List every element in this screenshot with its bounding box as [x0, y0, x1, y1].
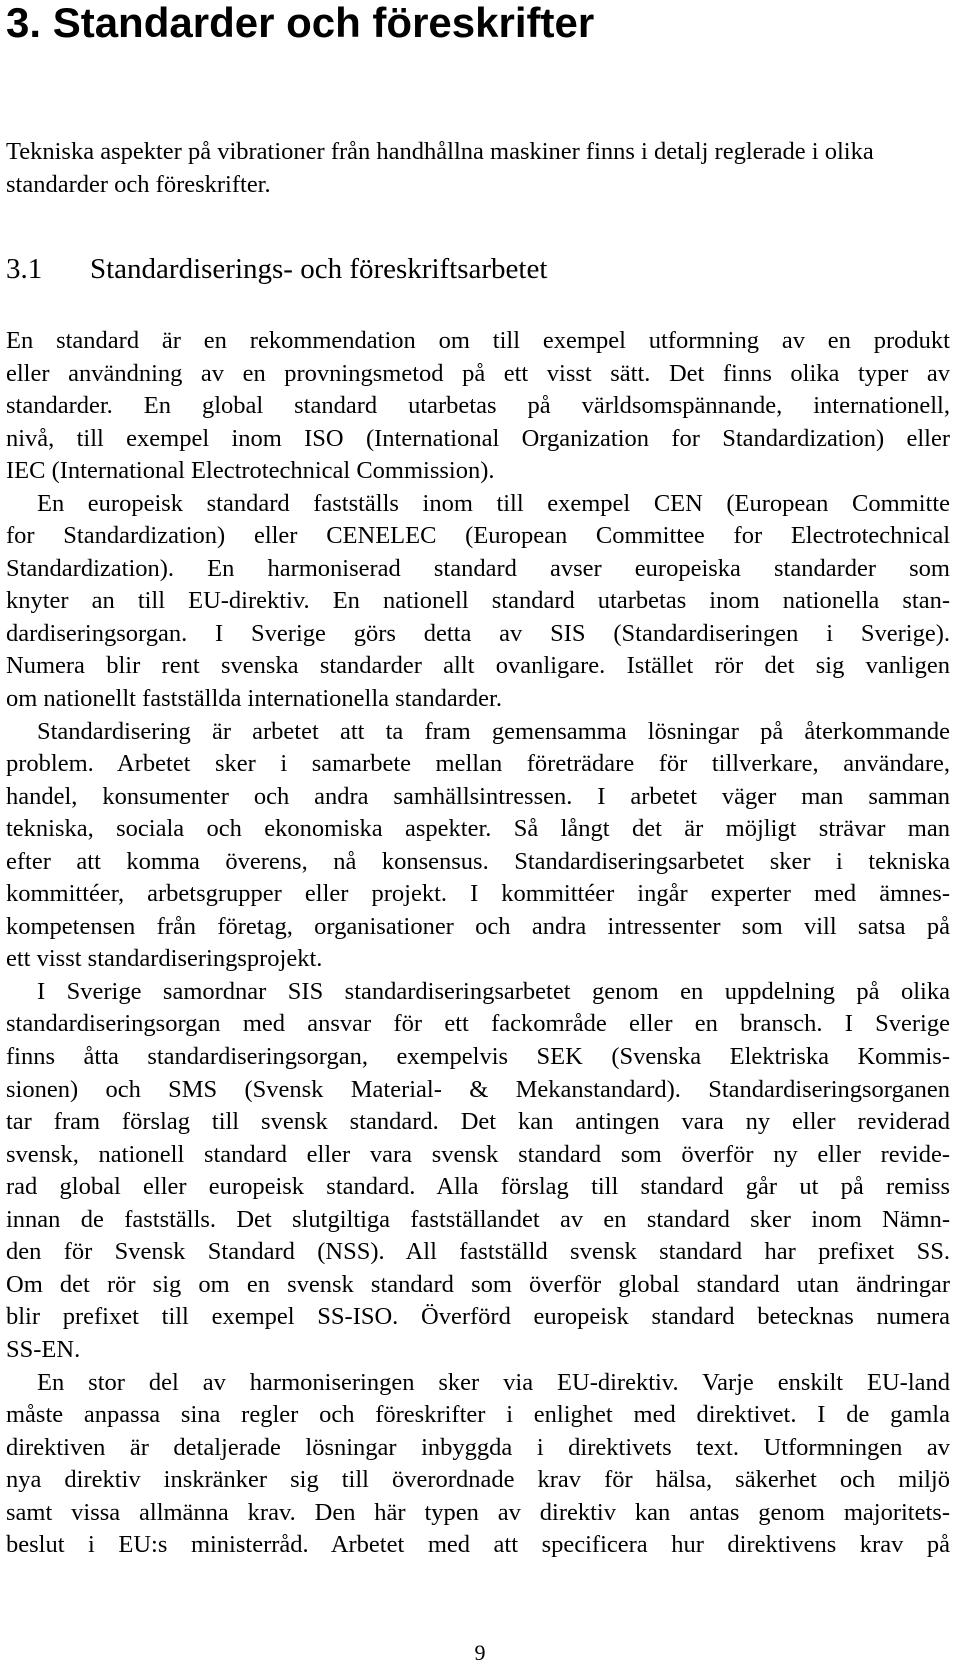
- text-line: Om det rör sig om en svensk standard som överför global standard utan ändringar: [6, 1270, 950, 1298]
- body-text: [6, 325, 950, 1562]
- text-line: I Sverige samordnar SIS standardiseringsarbetet genom en uppdelning på olika: [37, 977, 950, 1005]
- intro-paragraph: Tekniska aspekter på vibrationer från handhållna maskiner finns i detalj reglerade i olika standarder och föreskrifter.: [6, 138, 874, 198]
- text-line: samt vissa allmänna krav. Den här typen av direktiv kan antas genom majoritets-: [6, 1498, 950, 1526]
- chapter-title: 3. Standarder och föreskrifter: [6, 0, 595, 46]
- text-line: handel, konsumenter och andra samhällsintressen. I arbetet väger man samman: [6, 782, 950, 810]
- text-line: nivå, till exempel inom ISO (International Organization for Standardization) eller: [6, 424, 950, 452]
- text-line: En europeisk standard fastställs inom till exempel CEN (European Committe: [37, 489, 950, 517]
- page-number: 9: [474, 1640, 486, 1665]
- text-line: efter att komma överens, nå konsensus. Standardiseringsarbetet sker i tekniska: [6, 847, 950, 875]
- text-line: standardiseringsorgan med ansvar för ett fackområde eller en bransch. I Sverige: [6, 1010, 950, 1038]
- text-line: tekniska, sociala och ekonomiska aspekter. Så långt det är möjligt strävar man: [6, 815, 950, 843]
- text-line: eller användning av en provningsmetod på ett visst sätt. Det finns olika typer av: [6, 359, 950, 387]
- text-line: om nationellt fastställda internationella standarder.: [6, 685, 502, 713]
- section-heading: [6, 252, 547, 286]
- text-line: problem. Arbetet sker i samarbete mellan företrädare för tillverkare, användare,: [6, 750, 950, 778]
- text-line: svensk, nationell standard eller vara svensk standard som överför ny eller revide-: [6, 1140, 950, 1168]
- text-line: den för Svensk Standard (NSS). All fastställd svensk standard har prefixet SS.: [6, 1238, 950, 1266]
- text-line: En stor del av harmoniseringen sker via EU-direktiv. Varje enskilt EU-land: [37, 1368, 950, 1396]
- section-number: 3.1: [6, 253, 43, 285]
- text-line: dardiseringsorgan. I Sverige görs detta av SIS (Standardiseringen i Sverige).: [6, 619, 950, 647]
- text-line: standarder. En global standard utarbetas på världsomspännande, internationell,: [6, 392, 950, 420]
- text-line: SS-EN.: [6, 1335, 81, 1363]
- text-line: innan de fastställs. Det slutgiltiga fastställandet av en standard sker inom Nämn-: [6, 1205, 950, 1233]
- text-line: kompetensen från företag, organisationer och andra intressenter som vill satsa på: [6, 912, 950, 940]
- text-line: beslut i EU:s ministerråd. Arbetet med att specificera hur direktivens krav på: [6, 1531, 950, 1559]
- section-title: Standardiserings- och föreskriftsarbetet: [90, 253, 548, 285]
- text-line: blir prefixet till exempel SS-ISO. Överförd europeisk standard betecknas numera: [6, 1303, 950, 1331]
- text-line: finns åtta standardiseringsorgan, exempelvis SEK (Svenska Elektriska Kommis-: [6, 1043, 950, 1071]
- text-line: for Standardization) eller CENELEC (European Committee for Electrotechnical: [6, 522, 950, 550]
- text-line: nya direktiv inskränker sig till överordnade krav för hälsa, säkerhet och miljö: [6, 1466, 950, 1494]
- text-line: rad global eller europeisk standard. Alla förslag till standard går ut på remiss: [6, 1173, 950, 1201]
- text-line: En standard är en rekommendation om till exempel utformning av en produkt: [6, 327, 950, 354]
- text-line: sionen) och SMS (Svensk Material- & Mekanstandard). Standardiseringsorganen: [6, 1075, 950, 1103]
- text-line: ett visst standardiseringsprojekt.: [6, 945, 323, 973]
- text-line: måste anpassa sina regler och föreskrifter i enlighet med direktivet. I de gamla: [6, 1401, 950, 1429]
- text-line: IEC (International Electrotechnical Commission).: [6, 457, 495, 485]
- text-line: Standardization). En harmoniserad standard avser europeiska standarder som: [6, 554, 950, 582]
- text-line: direktiven är detaljerade lösningar inbyggda i direktivets text. Utformningen av: [6, 1433, 950, 1461]
- text-line: kommittéer, arbetsgrupper eller projekt. I kommittéer ingår experter med ämnes-: [6, 880, 950, 908]
- text-line: knyter an till EU-direktiv. En nationell standard utarbetas inom nationella stan-: [6, 587, 950, 615]
- text-line: Numera blir rent svenska standarder allt ovanligare. Istället rör det sig vanligen: [6, 652, 950, 680]
- text-line: tar fram förslag till svensk standard. Det kan antingen vara ny eller reviderad: [6, 1108, 950, 1136]
- text-line: Standardisering är arbetet att ta fram gemensamma lösningar på återkommande: [37, 717, 950, 745]
